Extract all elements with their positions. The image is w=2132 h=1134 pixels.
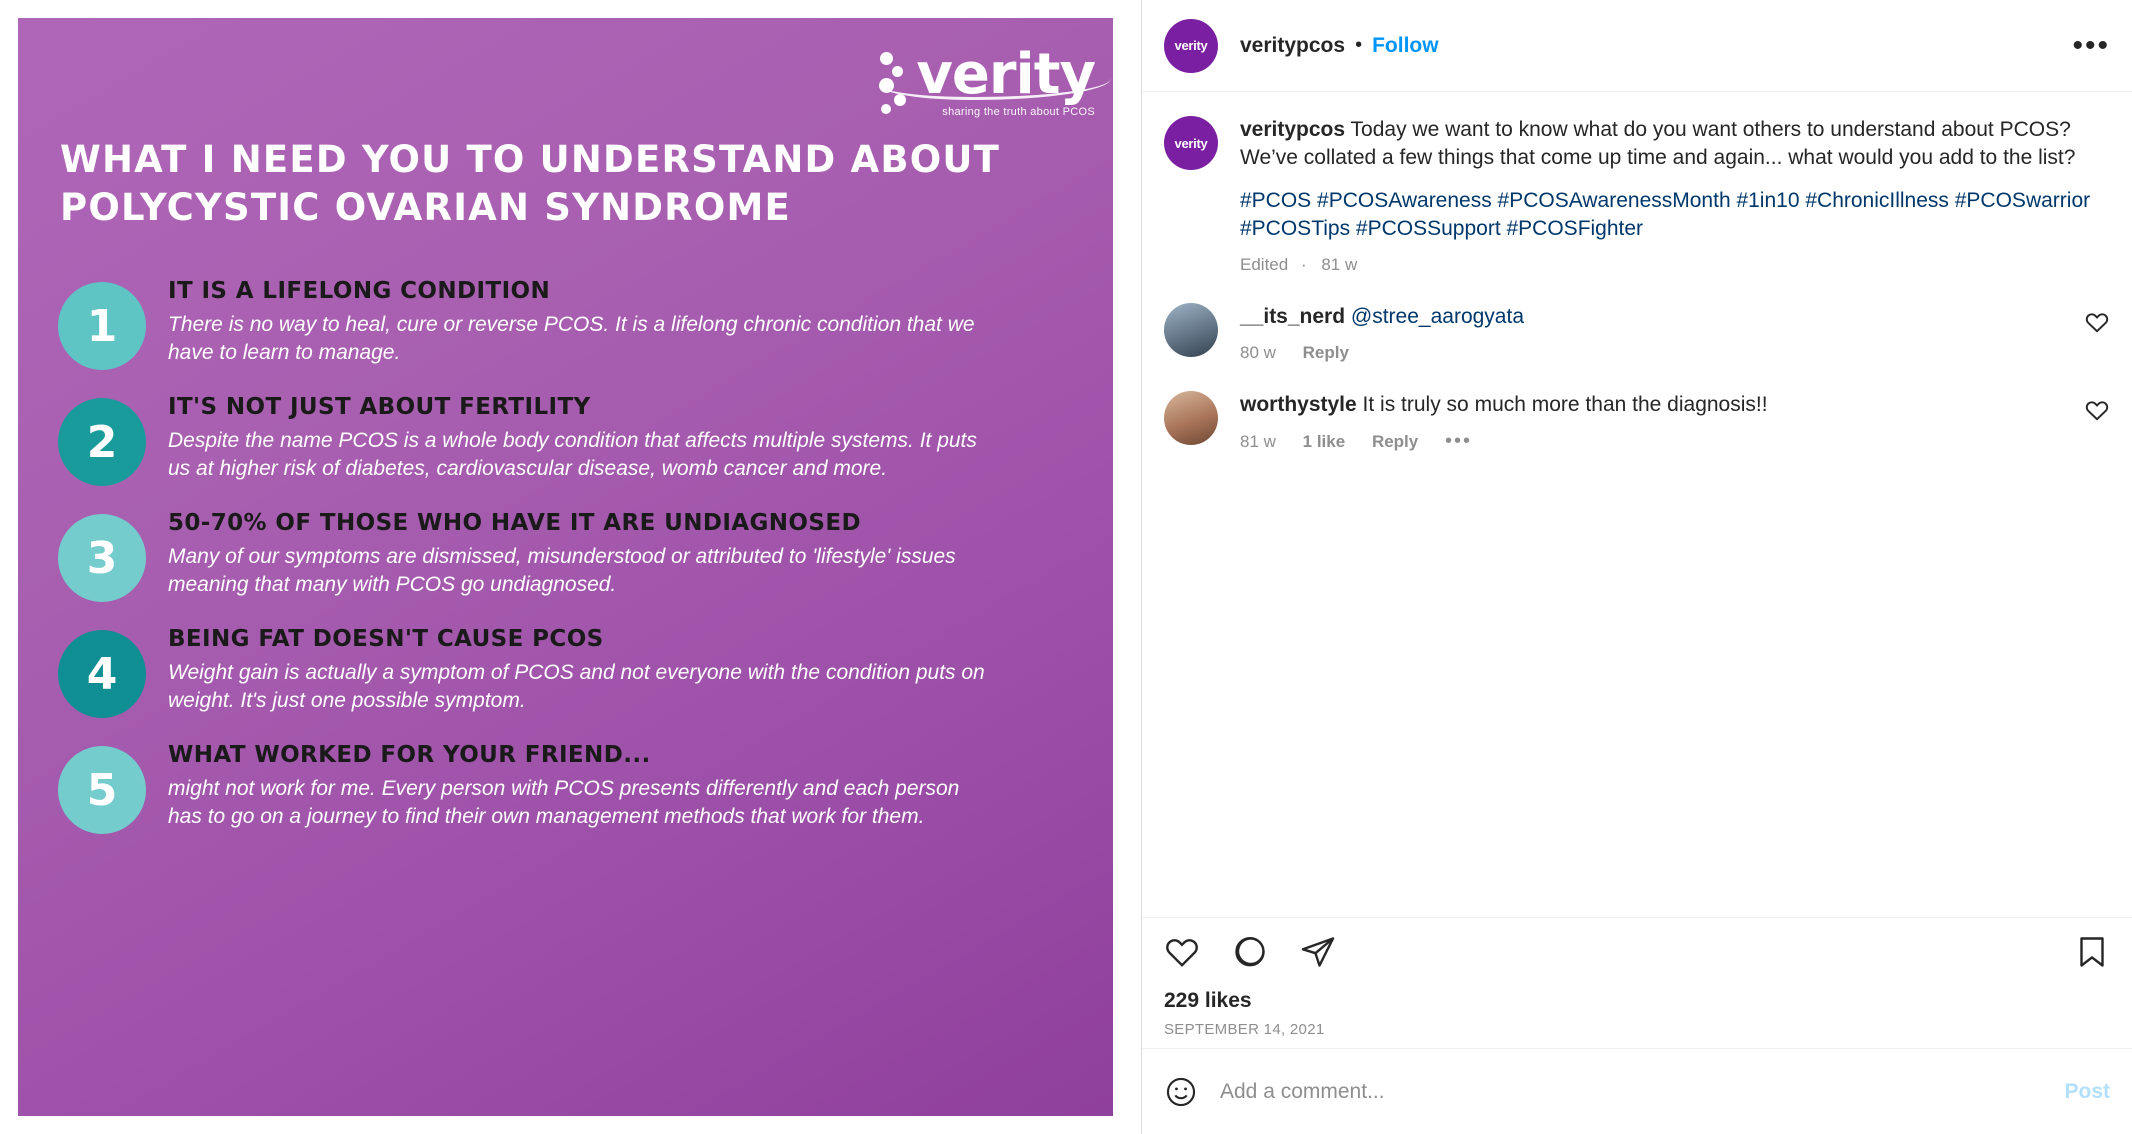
caption-meta-separator: · <box>1300 254 1307 274</box>
caption-hashtags[interactable]: #PCOS #PCOSAwareness #PCOSAwarenessMonth #1in10 #ChronicIllness #PCOSwarrior #PCOSTips #PCOSSupport #PCOSFighter <box>1240 189 2091 241</box>
point-number-badge: 4 <box>58 630 146 718</box>
emoji-smiley-icon[interactable] <box>1164 1075 1198 1109</box>
post-header <box>1142 0 2132 92</box>
comment-likes[interactable]: 1 like <box>1302 432 1346 452</box>
poster-title: WHAT I NEED YOU TO UNDERSTAND ABOUT POLYCYSTIC OVARIAN SYNDROME <box>60 138 1001 230</box>
avatar[interactable] <box>1164 391 1218 445</box>
verity-logo-word: verity <box>916 41 1095 107</box>
comment-text-block <box>1240 303 2070 331</box>
heart-icon[interactable] <box>2084 309 2110 335</box>
header-username[interactable]: veritypcos <box>1240 33 1346 57</box>
action-icon-row <box>1164 934 2110 975</box>
point-body: There is no way to heal, cure or reverse PCOS. It is a lifelong chronic condition that we have to learn to manage. <box>168 313 975 365</box>
comment-username[interactable]: worthystyle <box>1240 392 1357 416</box>
caption-text: Today we want to know what do you want others to understand about PCOS? We’ve collated a few things that come up time and again... what would you add to the list? <box>1240 118 2076 169</box>
post-sidebar <box>1141 0 2132 1134</box>
avatar[interactable]: verity <box>1164 19 1218 73</box>
comment-username[interactable]: __its_nerd <box>1240 304 1346 328</box>
poster-points-list <box>58 276 1078 856</box>
list-item <box>58 740 1078 834</box>
point-heading: IT'S NOT JUST ABOUT FERTILITY <box>168 394 591 420</box>
post-options-button[interactable]: ••• <box>2072 28 2110 62</box>
avatar-wrap <box>1164 391 1218 454</box>
point-heading: 50-70% OF THOSE WHO HAVE IT ARE UNDIAGNOSED <box>168 510 861 536</box>
avatar[interactable]: verity <box>1164 116 1218 170</box>
avatar-wrap <box>1164 303 1218 363</box>
post-image[interactable] <box>18 18 1113 1116</box>
point-heading: BEING FAT DOESN'T CAUSE PCOS <box>168 626 604 652</box>
comment-row <box>1164 391 2110 454</box>
post-actions <box>1142 917 2132 1048</box>
heart-icon[interactable] <box>2084 397 2110 423</box>
likes-count[interactable]: 229 likes <box>1164 989 1252 1012</box>
caption-text-block <box>1240 116 2110 171</box>
comment-icon[interactable] <box>1232 934 1268 975</box>
point-heading: WHAT WORKED FOR YOUR FRIEND... <box>168 742 651 768</box>
comments-list[interactable] <box>1142 92 2132 917</box>
list-item <box>58 624 1078 718</box>
comment-options-button[interactable]: ••• <box>1444 430 1472 453</box>
caption-row <box>1164 116 2110 275</box>
add-comment-bar <box>1142 1048 2132 1134</box>
header-separator: • <box>1355 34 1363 56</box>
point-number-badge: 5 <box>58 746 146 834</box>
follow-button[interactable]: Follow <box>1372 33 1439 57</box>
point-body: Despite the name PCOS is a whole body condition that affects multiple systems. It puts us at higher risk of diabetes, cardiovascular disease, womb cancer and more. <box>168 429 977 481</box>
caption-meta <box>1240 255 2110 275</box>
caption-username[interactable]: veritypcos <box>1240 118 1346 141</box>
comment-row <box>1164 303 2110 363</box>
comment-text: It is truly so much more than the diagnosis!! <box>1362 392 1768 416</box>
comment-meta <box>1240 343 2070 363</box>
list-item <box>58 276 1078 370</box>
post-date: SEPTEMBER 14, 2021 <box>1164 1021 1325 1038</box>
comment-meta <box>1240 430 2070 453</box>
point-number-badge: 3 <box>58 514 146 602</box>
point-heading: IT IS A LIFELONG CONDITION <box>168 278 551 304</box>
verity-logo-tagline: sharing the truth about PCOS <box>942 105 1095 118</box>
comment-reply-button[interactable]: Reply <box>1371 432 1419 452</box>
comment-text-block <box>1240 391 2070 419</box>
point-body: Many of our symptoms are dismissed, misunderstood or attributed to 'lifestyle' issues meaning that many with PCOS go undiagnosed. <box>168 545 956 597</box>
post-comment-button[interactable]: Post <box>2064 1079 2110 1103</box>
point-body: might not work for me. Every person with PCOS presents differently and each person has to go on a journey to find their own management methods that work for them. <box>168 777 960 829</box>
point-body: Weight gain is actually a symptom of PCOS and not everyone with the condition puts on weight. It's just one possible symptom. <box>168 661 985 713</box>
avatar-wrap <box>1164 116 1218 275</box>
bookmark-icon[interactable] <box>2074 934 2110 975</box>
comment-reply-button[interactable]: Reply <box>1302 342 1349 362</box>
comment-time: 80 w <box>1240 342 1276 362</box>
comment-mention[interactable]: @stree_aarogyata <box>1350 304 1524 328</box>
list-item <box>58 508 1078 602</box>
comment-time: 81 w <box>1240 432 1276 452</box>
point-number-badge: 1 <box>58 282 146 370</box>
avatar[interactable] <box>1164 303 1218 357</box>
share-icon[interactable] <box>1300 934 1336 975</box>
caption-edited-label: Edited <box>1240 254 1289 274</box>
list-item <box>58 392 1078 486</box>
point-number-badge: 2 <box>58 398 146 486</box>
caption-time: 81 w <box>1321 254 1358 274</box>
add-comment-input[interactable] <box>1220 1080 2064 1104</box>
heart-icon[interactable] <box>1164 934 1200 975</box>
